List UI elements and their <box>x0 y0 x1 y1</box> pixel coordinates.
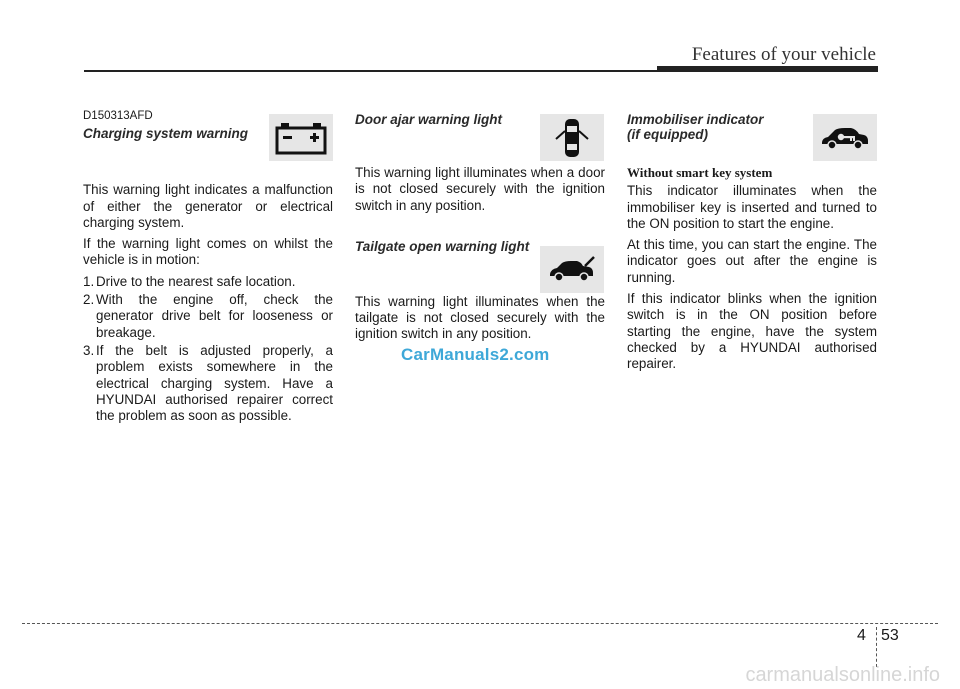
charging-steps <box>83 274 333 425</box>
door-ajar-text: This warning light illuminates when a door is not closed securely with the ignition switch in any position. <box>355 165 605 213</box>
tailgate-open-icon <box>540 246 604 293</box>
list-item: 3. If the belt is adjusted properly, a problem exists somewhere in the electrical charging system. Have a HYUNDAI authorised repairer correct the problem as soon as possible. <box>83 342 333 424</box>
list-item: 2. With the engine off, check the generator drive belt for looseness or breakage. <box>83 292 333 340</box>
page-number-divider <box>876 627 877 667</box>
immobiliser-subhead: Without smart key system <box>627 165 773 180</box>
charging-title: Charging system warning <box>83 126 249 142</box>
immobiliser-para-3: If this indicator blinks when the ignition switch is in the ON position before starting the engine, have the system checked by a HYUNDAI authorised repairer. <box>627 291 877 372</box>
immobiliser-para-2: At this time, you can start the engine. The indicator goes out after the engine is running. <box>627 237 877 285</box>
immobiliser-car-key-icon <box>813 114 877 161</box>
charging-para-1: This warning light indicates a malfunction of either the generator or electrical charging system. <box>83 182 333 230</box>
battery-icon <box>269 114 333 161</box>
footer-rule <box>22 623 938 624</box>
page-number: 53 <box>881 627 899 644</box>
immobiliser-title: Immobiliser indicator (if equipped) <box>627 112 764 142</box>
list-item: 1. Drive to the nearest safe location. <box>83 273 296 289</box>
chapter-number: 4 <box>857 627 866 644</box>
header-rule-accent <box>657 66 878 71</box>
footer-watermark: carmanualsonline.info <box>745 664 940 686</box>
door-ajar-icon <box>540 114 604 161</box>
header-title: Features of your vehicle <box>691 44 876 65</box>
door-ajar-title: Door ajar warning light <box>355 112 503 127</box>
section-code: D150313AFD <box>83 110 153 122</box>
charging-para-2: If the warning light comes on whilst the vehicle is in motion: <box>83 236 333 268</box>
immobiliser-para-1: This indicator illuminates when the immobiliser key is inserted and turned to the ON position to start the engine. <box>627 183 877 231</box>
watermark: CarManuals2.com <box>401 345 550 364</box>
tailgate-title: Tailgate open warning light <box>355 238 530 254</box>
tailgate-text: This warning light illuminates when the tailgate is not closed securely with the ignition switch in any position. <box>355 293 605 342</box>
